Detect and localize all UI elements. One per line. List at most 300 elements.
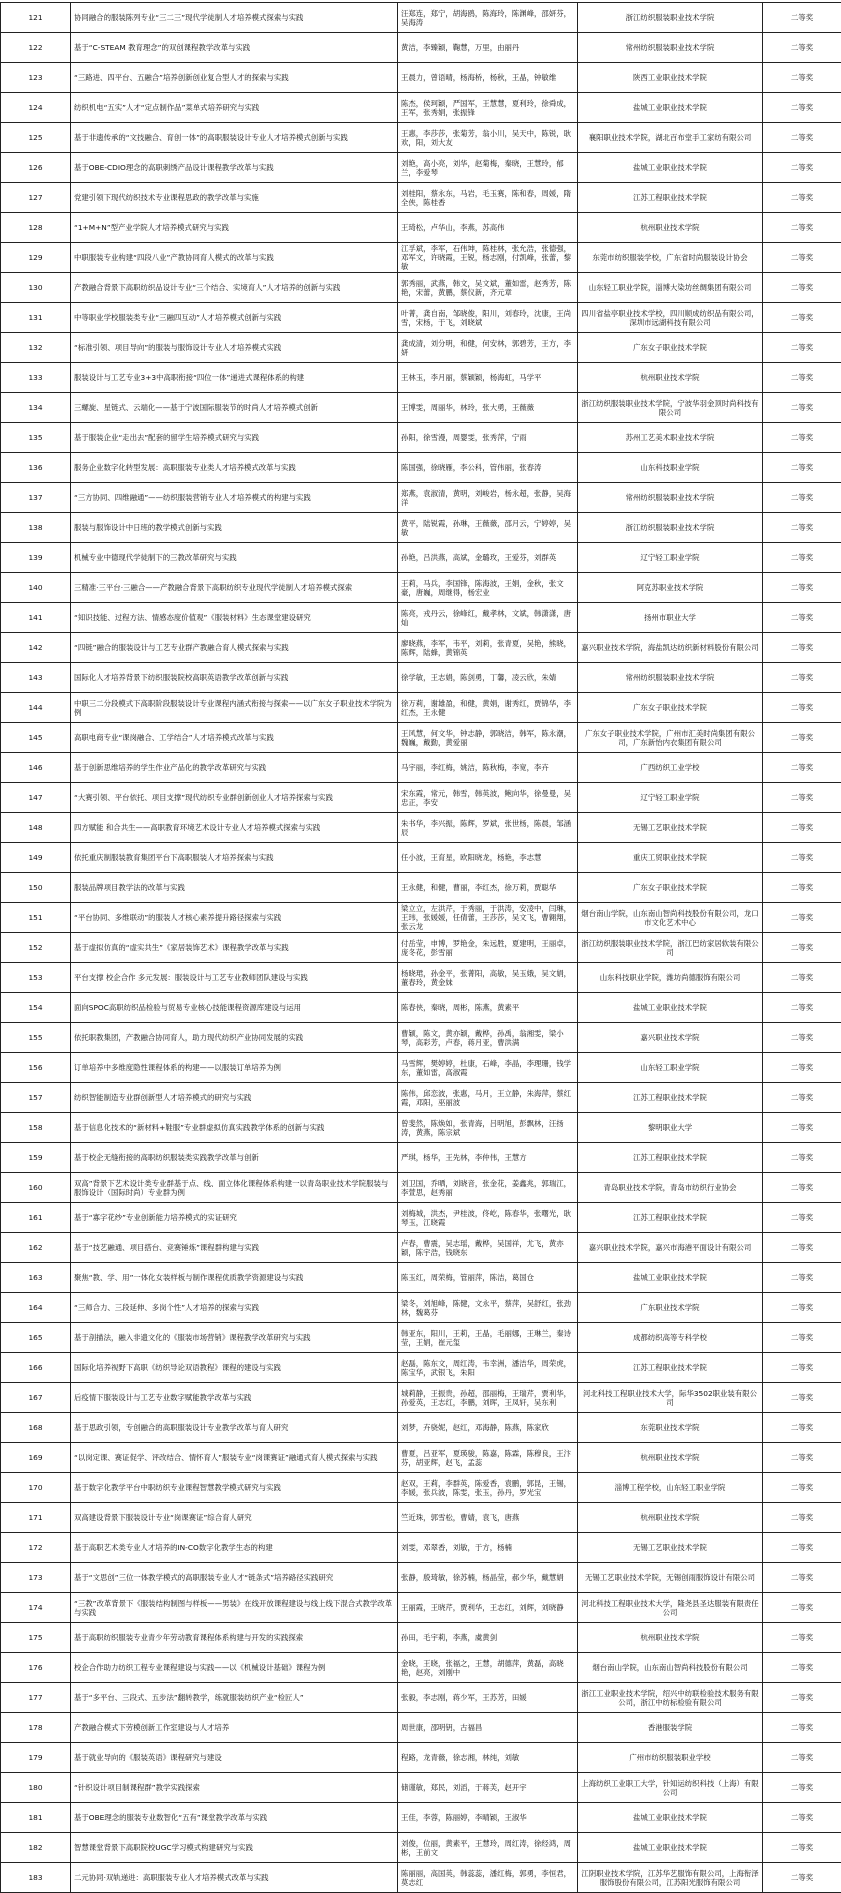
project-title: 基于“文思创”三位一体教学模式的高职服装专业人才“链条式”培养路径实践研究 (71, 1563, 398, 1593)
institution: 盐城工业职业技术学院 (578, 1803, 763, 1833)
project-title: 基于非遗传承的“文技融合、育创一体”的高职服装设计专业人才培养模式创新与实践 (71, 123, 398, 153)
row-number: 163 (1, 1263, 71, 1293)
institution: 江阴职业技术学院，江苏华艺服饰有限公司，上海衔泽服饰股份有限公司，江苏阳光服饰有限公司 (578, 1863, 763, 1893)
award-level: 二等奖 (763, 903, 841, 933)
institution: 广州市纺织服装职业学校 (578, 1743, 763, 1773)
project-title: “三师合力、三段延伸、多岗个性”人才培养的探索与实践 (71, 1293, 398, 1323)
project-title: 服装设计与工艺专业3+3中高职衔接“四位一体”递进式课程体系的构建 (71, 363, 398, 393)
row-number: 128 (1, 213, 71, 243)
team-members: 黄洁，李臻颖，鞠慧，万里，由丽丹 (398, 33, 578, 63)
institution: 江苏工程职业技术学院 (578, 1143, 763, 1173)
team-members: 程路，龙青薇，徐志湘，林纯，刘敏 (398, 1743, 578, 1773)
project-title: 基于数字化教学平台中职纺织专业课程智慧教学模式研究与实践 (71, 1473, 398, 1503)
table-row (1, 843, 841, 873)
team-members: 王惠，李莎莎，张菊芳，翁小川，吴天中，陈锐，耿欢，阳，刘大友 (398, 123, 578, 153)
table-row (1, 1053, 841, 1083)
row-number: 170 (1, 1473, 71, 1503)
table-row (1, 1413, 841, 1443)
team-members: 孙艳，吕洪燕，高斌，金璐玫，王爱芬，刘群英 (398, 543, 578, 573)
table-row (1, 1623, 841, 1653)
award-level: 二等奖 (763, 243, 841, 273)
project-title: 基于高职纺织服装专业青少年劳动教育课程体系构建与开发的实践探索 (71, 1623, 398, 1653)
institution: 嘉兴职业技术学院 (578, 1023, 763, 1053)
team-members: 王永健，和健，曹丽，李红杰，徐万莉，贾聪华 (398, 873, 578, 903)
row-number: 144 (1, 693, 71, 723)
team-members: 刘梅城，洪杰，尹桂波，佟屹，陈春华，张曙光，耿琴玉，江晓霞 (398, 1203, 578, 1233)
row-number: 121 (1, 3, 71, 33)
team-members: 曹夏，吕亚军，夏瑛骏，陈嘉，陈霖，陈穆良，王汴芬，胡亚辉，赵飞，孟蕊 (398, 1443, 578, 1473)
team-members: 刘雯，邓翠香，刘敏，于方，杨楠 (398, 1533, 578, 1563)
institution: 阿克苏职业技术学院 (578, 573, 763, 603)
row-number: 183 (1, 1863, 71, 1893)
project-title: “四链”融合的服装设计与工艺专业群产教融合育人模式探索与实践 (71, 633, 398, 663)
award-level: 二等奖 (763, 933, 841, 963)
institution: 盐城工业职业技术学院 (578, 993, 763, 1023)
row-number: 139 (1, 543, 71, 573)
team-members: 金晓，王晓，张福之，王慧，胡德萍，黄磊，高晓艳，赵亮，刘刚中 (398, 1653, 578, 1683)
row-number: 173 (1, 1563, 71, 1593)
row-number: 155 (1, 1023, 71, 1053)
row-number: 131 (1, 303, 71, 333)
project-title: 基于校企无缝衔接的高职纺织服装类实践教学改革与创新 (71, 1143, 398, 1173)
project-title: “针织设计项目制课程群”教学实践探索 (71, 1773, 398, 1803)
award-level: 二等奖 (763, 1653, 841, 1683)
project-title: 二元协同·双轨递进：高职服装专业人才培养模式改革与实践 (71, 1863, 398, 1893)
award-level: 二等奖 (763, 63, 841, 93)
table-row (1, 1683, 841, 1713)
row-number: 164 (1, 1293, 71, 1323)
award-level: 二等奖 (763, 483, 841, 513)
team-members: 刘卫国，乔晒，刘晓音，张金花，姜鑫兆，郭瑞江，李萱思，赵秀丽 (398, 1173, 578, 1203)
table-row (1, 363, 841, 393)
project-title: 国际化培养视野下高职《纺织导论双语教程》课程的建设与实践 (71, 1353, 398, 1383)
institution: 山东科技职业学院，潍坊尚德服饰有限公司 (578, 963, 763, 993)
award-level: 二等奖 (763, 183, 841, 213)
table-row (1, 1863, 841, 1893)
award-level: 二等奖 (763, 633, 841, 663)
row-number: 161 (1, 1203, 71, 1233)
institution: 山东轻工职业学院，淄博大染坊丝绸集团有限公司 (578, 273, 763, 303)
team-members: 朱书华，李兴振，陈辉，罗斌，张世杨，陈晨，邹涵辰 (398, 813, 578, 843)
project-title: 高职电商专业“课岗融合、工学结合”人才培养模式改革与实践 (71, 723, 398, 753)
project-title: 面向SPOC高职纺织品检验与贸易专业核心技能课程资源库建设与运用 (71, 993, 398, 1023)
award-level: 二等奖 (763, 1563, 841, 1593)
project-title: 中职三二分段模式下高职阶段服装设计专业课程内涵式衔接与探索——以广东女子职业技术学院为例 (71, 693, 398, 723)
team-members: 陈丽丽，高国英，韩蕊蕊，潘红梅，郭勇，李恒君，莫志红 (398, 1863, 578, 1893)
team-members: 曾斐然，陈焕如，张青海，吕明旭，彭飘林，汪扬涛，黄燕，陈宗斌 (398, 1113, 578, 1143)
project-title: 三精准·三平台·三融合——产教融合背景下高职纺织专业现代学徒制人才培养模式探索 (71, 573, 398, 603)
row-number: 172 (1, 1533, 71, 1563)
table-row (1, 1803, 841, 1833)
institution: 襄阳职业技术学院，湖北百布堂手工家纺有限公司 (578, 123, 763, 153)
award-level: 二等奖 (763, 273, 841, 303)
project-title: 基于服装企业“走出去”配套的留学生培养模式研究与实践 (71, 423, 398, 453)
table-row (1, 1233, 841, 1263)
team-members: 黄平，陆锐霞，孙琳，王薇薇，邵月云，宁婷婷，吴敏 (398, 513, 578, 543)
institution: 江苏工程职业技术学院 (578, 1083, 763, 1113)
row-number: 141 (1, 603, 71, 633)
row-number: 153 (1, 963, 71, 993)
institution: 无锡工艺职业技术学院 (578, 1533, 763, 1563)
table-row (1, 1653, 841, 1683)
team-members: 城莉静，王振贵，孙超，邵丽梅，王瑞芹，贾利华，孙爱英，王志红，李鹏，刘晖，王凤轩，吴东利 (398, 1383, 578, 1413)
award-level: 二等奖 (763, 1743, 841, 1773)
row-number: 158 (1, 1113, 71, 1143)
award-level: 二等奖 (763, 843, 841, 873)
award-level: 二等奖 (763, 33, 841, 63)
team-members: 郭秀丽，武燕，韩文，吴文斌，董如雷，赵秀芳，陈艳，宋蕾，黄鹏，蔡仪新，齐元章 (398, 273, 578, 303)
award-level: 二等奖 (763, 3, 841, 33)
team-members: 王博雯，周丽华，林玲，张大勇，王薇薇 (398, 393, 578, 423)
row-number: 142 (1, 633, 71, 663)
table-row (1, 1713, 841, 1743)
table-row (1, 1113, 841, 1143)
table-row (1, 963, 841, 993)
award-level: 二等奖 (763, 813, 841, 843)
institution: 山东轻工职业学院 (578, 1053, 763, 1083)
team-members: 任小波，王育星，欧阳晓龙，杨艳，李志慧 (398, 843, 578, 873)
award-level: 二等奖 (763, 1593, 841, 1623)
institution: 东莞职业技术学院 (578, 1413, 763, 1443)
row-number: 127 (1, 183, 71, 213)
row-number: 154 (1, 993, 71, 1023)
institution: 常州纺织服装职业技术学院 (578, 33, 763, 63)
table-row (1, 183, 841, 213)
project-title: 平台支撑 校企合作 多元发展：服装设计与工艺专业教师团队建设与实践 (71, 963, 398, 993)
team-members: 张静，殷琦敏，徐苏楠，杨晶莹，郝少华，戴慧娟 (398, 1563, 578, 1593)
team-members: 陈杰，侯珂颖，严国军，王慧慧，夏利玲，徐舜成，王军，张秀娟，张振锋 (398, 93, 578, 123)
row-number: 171 (1, 1503, 71, 1533)
project-title: 后疫情下服装设计与工艺专业数字赋能教学改革与实践 (71, 1383, 398, 1413)
award-level: 二等奖 (763, 543, 841, 573)
row-number: 174 (1, 1593, 71, 1623)
project-title: 基于创新思维培养的学生作业产品化的教学改革研究与实践 (71, 753, 398, 783)
award-level: 二等奖 (763, 573, 841, 603)
institution: 辽宁轻工职业学院 (578, 783, 763, 813)
team-members: 刘俊，位丽，黄素平，王慧玲，周红涛，徐经鸿，周彬，王前文 (398, 1833, 578, 1863)
row-number: 124 (1, 93, 71, 123)
project-title: 依托职教集团，产教融合协同育人，助力现代纺织产业协同发展的实践 (71, 1023, 398, 1053)
award-level: 二等奖 (763, 1113, 841, 1143)
row-number: 152 (1, 933, 71, 963)
table-row (1, 423, 841, 453)
awards-table-body (1, 3, 841, 1893)
table-row (1, 393, 841, 423)
row-number: 165 (1, 1323, 71, 1353)
row-number: 167 (1, 1383, 71, 1413)
institution: 浙江纺织服装职业技术学院 (578, 3, 763, 33)
table-row (1, 93, 841, 123)
table-row (1, 1023, 841, 1053)
institution: 苏州工艺美术职业技术学院 (578, 423, 763, 453)
project-title: “大赛引领、平台依托、项目支撑”现代纺织专业群创新创业人才培养探索与实践 (71, 783, 398, 813)
institution: 陕西工业职业技术学院 (578, 63, 763, 93)
institution: 成都纺织高等专科学校 (578, 1323, 763, 1353)
table-row (1, 1773, 841, 1803)
project-title: 服装品牌项目教学法的改革与实践 (71, 873, 398, 903)
table-row (1, 813, 841, 843)
table-row (1, 1083, 841, 1113)
team-members: 刘梦，卉骁妮，赵红，邓海静，陈燕，陈家欣 (398, 1413, 578, 1443)
team-members: 王林玉，李月丽，蔡颖颖，杨海虹，马学平 (398, 363, 578, 393)
table-row (1, 1143, 841, 1173)
project-title: 校企合作助力纺织工程专业课程建设与实践——以《机械设计基础》课程为例 (71, 1653, 398, 1683)
institution: 广西纺织工业学校 (578, 753, 763, 783)
award-level: 二等奖 (763, 1683, 841, 1713)
project-title: 基于虚拟仿真的“虚实共生”《家居装饰艺术》课程教学改革与实践 (71, 933, 398, 963)
institution: 浙江纺织服装职业技术学院 (578, 513, 763, 543)
row-number: 168 (1, 1413, 71, 1443)
row-number: 148 (1, 813, 71, 843)
award-level: 二等奖 (763, 723, 841, 753)
table-row (1, 783, 841, 813)
team-members: 汪郑连，郑宁，胡海鸥，陈海玲，陈渊峰，邵妍芬，吴海涛 (398, 3, 578, 33)
institution: 嘉兴职业技术学院，嘉兴市海港平面设计有限公司 (578, 1233, 763, 1263)
team-members: 龚成清，刘分明，和健，何安林，郭碧芳，王方，李妍 (398, 333, 578, 363)
project-title: 产教融合背景下高职纺织品设计专业“三个结合、实境育人”人才培养的创新与实践 (71, 273, 398, 303)
project-title: “三路进、四平台、五融合”培养创新创业复合型人才的探索与实践 (71, 63, 398, 93)
row-number: 160 (1, 1173, 71, 1203)
team-members: 赵磊，陈东文，周红涛，韦幸洲，潘洁华，周荣虎，陈宝华，武银飞，朱阳 (398, 1353, 578, 1383)
institution: 广东女子职业技术学院 (578, 333, 763, 363)
award-level: 二等奖 (763, 1533, 841, 1563)
row-number: 162 (1, 1233, 71, 1263)
award-level: 二等奖 (763, 93, 841, 123)
award-level: 二等奖 (763, 393, 841, 423)
award-level: 二等奖 (763, 1263, 841, 1293)
table-row (1, 243, 841, 273)
institution: 杭州职业技术学院 (578, 213, 763, 243)
project-title: 基于高职艺术类专业人才培养的IN-CO数字化教学生态的构建 (71, 1533, 398, 1563)
row-number: 122 (1, 33, 71, 63)
institution: 烟台南山学院，山东南山智尚科技股份有限公司 (578, 1653, 763, 1683)
award-level: 二等奖 (763, 693, 841, 723)
project-title: 基于OBE理念的服装专业数智化“五有”课堂教学改革与实践 (71, 1803, 398, 1833)
row-number: 150 (1, 873, 71, 903)
row-number: 135 (1, 423, 71, 453)
award-level: 二等奖 (763, 1053, 841, 1083)
institution: 河北科技工程职业技术大学，隆尧县圣达服装有限责任公司 (578, 1593, 763, 1623)
table-row (1, 3, 841, 33)
team-members: 廖晓燕，李军，韦平，刘莉，张青夏，吴艳，熊晓，陈辉，陆蜂，黄锦英 (398, 633, 578, 663)
award-level: 二等奖 (763, 753, 841, 783)
awards-table (0, 2, 841, 1893)
table-row (1, 333, 841, 363)
table-row (1, 873, 841, 903)
institution: 浙江工业职业技术学院，绍兴中纺联检验技术服务有限公司，浙江中纺标检验有限公司 (578, 1683, 763, 1713)
award-level: 二等奖 (763, 1023, 841, 1053)
project-title: 中职服装专业构建“四段八业”产教协同育人模式的改革与实践 (71, 243, 398, 273)
row-number: 145 (1, 723, 71, 753)
institution: 黎明职业大学 (578, 1113, 763, 1143)
project-title: 基于思政引领，专创融合的高职服装设计专业教学改革与育人研究 (71, 1413, 398, 1443)
row-number: 146 (1, 753, 71, 783)
row-number: 157 (1, 1083, 71, 1113)
award-level: 二等奖 (763, 603, 841, 633)
row-number: 147 (1, 783, 71, 813)
table-row (1, 1593, 841, 1623)
team-members: 王丽霞，王晓芹，贾利华，王志红，刘辉，刘晓静 (398, 1593, 578, 1623)
table-row (1, 1473, 841, 1503)
institution: 广东女子职业技术学院 (578, 873, 763, 903)
award-level: 二等奖 (763, 453, 841, 483)
team-members: 江孚斌，李军，石伟坤，陈桂林，张允浩，张德强，邓军文，许晓霞，王锐，杨志刚，付凯峰，张蕾，黎敏 (398, 243, 578, 273)
award-level: 二等奖 (763, 1833, 841, 1863)
team-members: 韩亚东，阳川，王莉，王晶，毛丽娜，王琳兰，秦诗莹，王娟，崔元玺 (398, 1323, 578, 1353)
table-row (1, 1443, 841, 1473)
award-level: 二等奖 (763, 1323, 841, 1353)
team-members: 陈亮，戎丹云，徐峰红，戴孝林，文斌，韩潇潇，唐灿 (398, 603, 578, 633)
award-level: 二等奖 (763, 1773, 841, 1803)
team-members: 王琦松，卢华山，李燕，苏高伟 (398, 213, 578, 243)
institution: 四川省盐亭职业技术学校，四川顺成纺织品有限公司，深圳市远湖科技有限公司 (578, 303, 763, 333)
team-members: 陈伟，邱恋波，张惠，马月，王立静，朱海萍，蔡红霞，邓阳，巫丽波 (398, 1083, 578, 1113)
team-members: 严琪，杨华，王先林，李仲伟，王慧方 (398, 1143, 578, 1173)
institution: 烟台南山学院，山东南山智尚科技股份有限公司，龙口市文化艺术中心 (578, 903, 763, 933)
award-level: 二等奖 (763, 873, 841, 903)
table-row (1, 1833, 841, 1863)
award-level: 二等奖 (763, 423, 841, 453)
project-title: 基于“C-STEAM 教育理念”的双创课程教学改革与实践 (71, 33, 398, 63)
team-members: 梁立立，左洪芹，于秀丽，于洪涛，安凌中，闫琳，王玮，张媛媛，任倩蕾，王莎莎，吴文飞，曹翱翔，张云龙 (398, 903, 578, 933)
project-title: 服装与服饰设计中日班的教学模式创新与实践 (71, 513, 398, 543)
table-row (1, 1743, 841, 1773)
row-number: 178 (1, 1713, 71, 1743)
project-title: “知识技能、过程方法、情感态度价值观”《服装材料》生态课堂建设研究 (71, 603, 398, 633)
team-members: 杨晓珺，孙金平，张菁阳，高敏，吴玉娥，吴文娟，董春玲，黄金妹 (398, 963, 578, 993)
award-level: 二等奖 (763, 993, 841, 1023)
team-members: 周世康，邵明钥，古福昌 (398, 1713, 578, 1743)
row-number: 126 (1, 153, 71, 183)
row-number: 129 (1, 243, 71, 273)
team-members: 储谨敏，郑民，刘滔，于蒋芙，赵开宇 (398, 1773, 578, 1803)
table-row (1, 63, 841, 93)
table-row (1, 123, 841, 153)
institution: 广东女子职业技术学院 (578, 693, 763, 723)
team-members: 王风慧，何文华，钟志静，郭晓洁，韩军，陈永潮，魏巍，戴勤，黄爱丽 (398, 723, 578, 753)
award-level: 二等奖 (763, 1143, 841, 1173)
institution: 常州纺织服装职业技术学院 (578, 663, 763, 693)
institution: 河北科技工程职业技术大学，际华3502职业装有限公司 (578, 1383, 763, 1413)
team-members: 刘桂阳，蔡永东，马岩，毛玉赛，陈和春，周媛，隋全侠，陈桂香 (398, 183, 578, 213)
award-level: 二等奖 (763, 363, 841, 393)
institution: 浙江纺织服装职业技术学院，宁波华羽金顶时尚科技有限公司 (578, 393, 763, 423)
row-number: 180 (1, 1773, 71, 1803)
award-level: 二等奖 (763, 1083, 841, 1113)
table-row (1, 1383, 841, 1413)
table-row (1, 693, 841, 723)
team-members: 徐万莉，谢雄盈，和健，黄娟，谢秀红，贾锦华，李红杰，王永健 (398, 693, 578, 723)
table-row (1, 303, 841, 333)
table-row (1, 933, 841, 963)
team-members: 马宇丽，李红梅，姚洁，陈秋梅，李宽，李卉 (398, 753, 578, 783)
award-level: 二等奖 (763, 963, 841, 993)
institution: 山东科技职业学院 (578, 453, 763, 483)
team-members: 梁冬，刘旭峰，陈健，文永平，蔡萍，吴舒红，张劲林，魏葛芬 (398, 1293, 578, 1323)
project-title: “三方协同、四维融通”——纺织服装营销专业人才培养模式的构建与实践 (71, 483, 398, 513)
institution: 辽宁轻工职业学院 (578, 543, 763, 573)
award-level: 二等奖 (763, 1503, 841, 1533)
institution: 浙江纺织服装职业技术学院，浙江巴纺家居软装有限公司 (578, 933, 763, 963)
row-number: 140 (1, 573, 71, 603)
team-members: 王佳，李蓉，陈丽婷，李晴颖，王淑华 (398, 1803, 578, 1833)
institution: 扬州市职业大学 (578, 603, 763, 633)
project-title: 纺织机电“五实”人才“定点制作品”菜单式培养研究与实践 (71, 93, 398, 123)
row-number: 132 (1, 333, 71, 363)
award-level: 二等奖 (763, 1353, 841, 1383)
institution: 广东女子职业技术学院，广州市汇美时尚集团有限公司，广东新怡内衣集团有限公司 (578, 723, 763, 753)
award-level: 二等奖 (763, 153, 841, 183)
award-level: 二等奖 (763, 1173, 841, 1203)
team-members: 赵双，王莉，李群英，陈爱香，袁鹏，郭昆，王锡，李媛，张兵波，陈雯，张玉，孙丹，罗光宝 (398, 1473, 578, 1503)
team-members: 卢春，曹震，吴志瑶，戴桦，吴国祥，尤飞，黄亦颖，陈宇浩，钱晓东 (398, 1233, 578, 1263)
project-title: 订单培养中多维度隐性课程体系的构建——以服装订单培养为例 (71, 1053, 398, 1083)
row-number: 182 (1, 1833, 71, 1863)
row-number: 176 (1, 1653, 71, 1683)
project-title: “平台协同、多维联动”的服装人才核心素养提升路径探索与实践 (71, 903, 398, 933)
team-members: 刘艳，高小亮，刘华，赵菊梅，秦晓，王慧玲，郁兰，李爱琴 (398, 153, 578, 183)
project-title: 服务企业数字化转型发展：高职服装专业类人才培养模式改革与实践 (71, 453, 398, 483)
institution: 上海纺织工业职工大学，针知运纺织科技（上海）有限公司 (578, 1773, 763, 1803)
institution: 盐城工业职业技术学院 (578, 153, 763, 183)
team-members: 曹颖，陈文，黄亦颖，戴桦，孙禹，翁湘雯，梁小琴，高彩芳，卢春，蒋月亚，曹洪满 (398, 1023, 578, 1053)
award-level: 二等奖 (763, 783, 841, 813)
project-title: “三教”改革背景下《服装结构制图与样板——男装》在线开放课程建设与线上线下混合式教学改革与实践 (71, 1593, 398, 1623)
institution: 淄博工程学校，山东轻工职业学院 (578, 1473, 763, 1503)
award-level: 二等奖 (763, 1293, 841, 1323)
institution: 嘉兴职业技术学院，海盐凯达纺织新材料股份有限公司 (578, 633, 763, 663)
institution: 杭州职业技术学院 (578, 363, 763, 393)
row-number: 181 (1, 1803, 71, 1833)
institution: 杭州职业技术学院 (578, 1503, 763, 1533)
project-title: 依托重庆制服装教育集团平台下高职服装人才培养探索与实践 (71, 843, 398, 873)
award-level: 二等奖 (763, 1383, 841, 1413)
project-title: 机械专业中德现代学徒制下的三教改革研究与实践 (71, 543, 398, 573)
project-title: 基于“多平台、三段式、五步法”翻转教学，练就服装纺织产业“检匠人” (71, 1683, 398, 1713)
table-row (1, 543, 841, 573)
row-number: 169 (1, 1443, 71, 1473)
table-row (1, 1173, 841, 1203)
institution: 杭州职业技术学院 (578, 1623, 763, 1653)
row-number: 125 (1, 123, 71, 153)
project-title: 基于就业导向的《服装英语》课程研究与建设 (71, 1743, 398, 1773)
table-row (1, 753, 841, 783)
project-title: 双高”背景下艺术设计类专业群基于点、线、面立体化课程体系构建一以青岛职业技术学院服装与服饰设计（国际时尚）专业群为例 (71, 1173, 398, 1203)
award-level: 二等奖 (763, 1443, 841, 1473)
row-number: 177 (1, 1683, 71, 1713)
row-number: 149 (1, 843, 71, 873)
project-title: 基于“寡字花纱”专业创新能力培养模式的实证研究 (71, 1203, 398, 1233)
team-members: 叶菁，龚自南，邹晓俊，阳川，刘春玲，沈康，王尚雪，宋杨，于飞，刘晓斌 (398, 303, 578, 333)
table-row (1, 1563, 841, 1593)
award-level: 二等奖 (763, 1233, 841, 1263)
institution: 杭州职业技术学院 (578, 1443, 763, 1473)
team-members: 陈春侠，秦晓，周彬，陈燕，黄素平 (398, 993, 578, 1023)
team-members: 陈玉红，周荣梅，管丽萍，陈洁，葛国仓 (398, 1263, 578, 1293)
project-title: “1+M+N”型产业学院人才培养模式研究与实践 (71, 213, 398, 243)
row-number: 130 (1, 273, 71, 303)
institution: 香港服装学院 (578, 1713, 763, 1743)
project-title: 纺织智能制造专业群创新型人才培养模式的研究与实践 (71, 1083, 398, 1113)
institution: 广东职业技术学院 (578, 1293, 763, 1323)
award-level: 二等奖 (763, 123, 841, 153)
table-row (1, 1503, 841, 1533)
institution: 常州纺织服装职业技术学院 (578, 483, 763, 513)
project-title: 四方赋能 和合共生——高职教育环境艺术设计专业人才培养模式探索与实践 (71, 813, 398, 843)
table-row (1, 633, 841, 663)
table-row (1, 1353, 841, 1383)
award-level: 二等奖 (763, 1623, 841, 1653)
